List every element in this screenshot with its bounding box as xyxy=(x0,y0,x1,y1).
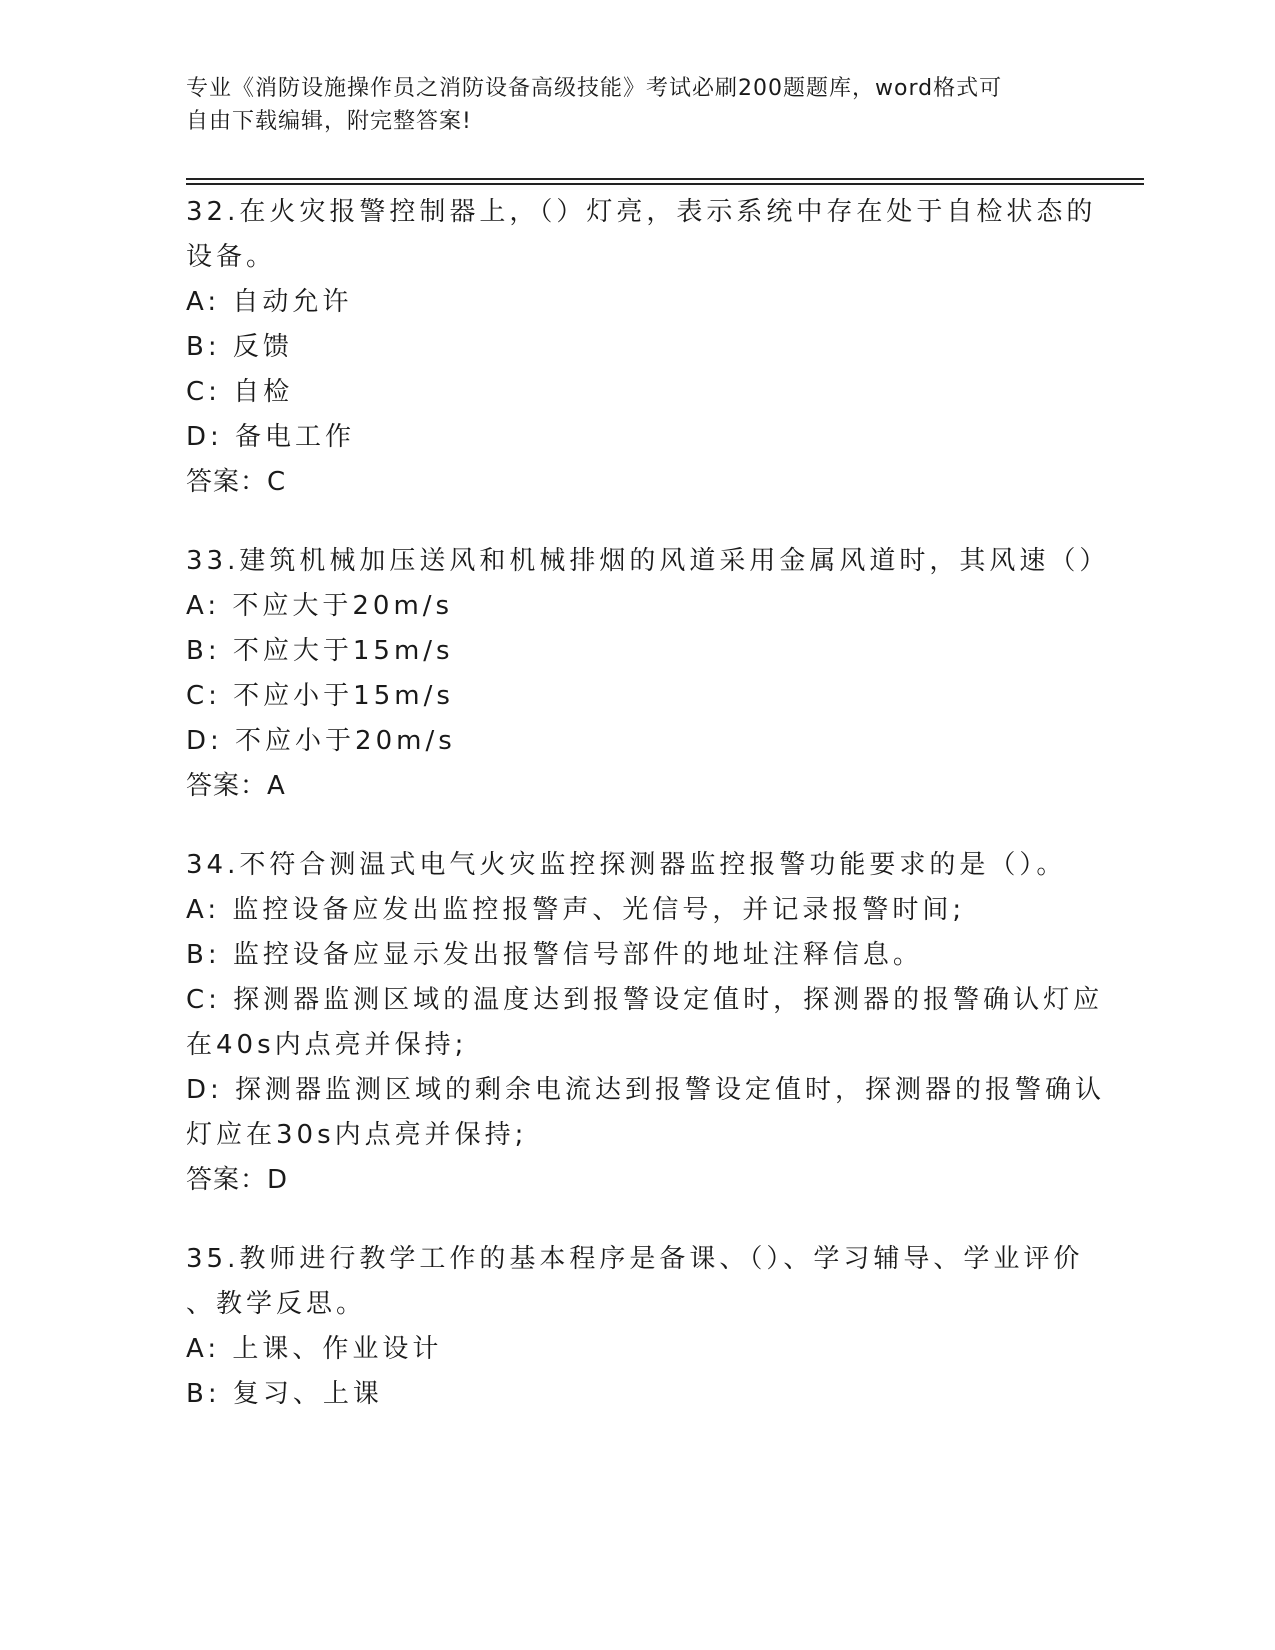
option-a: A: 上课、作业设计 xyxy=(186,1334,443,1364)
option-a: A: 自动允许 xyxy=(186,287,353,317)
option-c: C: 不应小于15m/s xyxy=(186,681,454,711)
question-stem: 34.不符合测温式电气火灾监控探测器监控报警功能要求的是（）。 xyxy=(186,850,1067,880)
option-d: D: 探测器监测区域的剩余电流达到报警设定值时，探测器的报警确认 xyxy=(186,1075,1106,1105)
option-d: D: 备电工作 xyxy=(186,422,356,452)
option-b: B: 反馈 xyxy=(186,332,293,362)
question-34 xyxy=(186,843,1106,1203)
question-32 xyxy=(186,190,1097,505)
header-line-1: 专业《消防设施操作员之消防设备高级技能》考试必刷200题题库，word格式可 xyxy=(186,76,1003,101)
document-header xyxy=(186,72,1066,138)
option-b: B: 复习、上课 xyxy=(186,1379,383,1409)
option-c: C: 探测器监测区域的温度达到报警设定值时，探测器的报警确认灯应 xyxy=(186,985,1104,1015)
option-c-continued: 在40s内点亮并保持; xyxy=(186,1030,468,1060)
question-33 xyxy=(186,539,1110,809)
answer: 答案：A xyxy=(186,771,286,801)
question-stem: 32.在火灾报警控制器上，（）灯亮，表示系统中存在处于自检状态的 xyxy=(186,197,1097,227)
header-divider-top xyxy=(186,178,1144,180)
question-35 xyxy=(186,1237,1086,1417)
option-b: B: 不应大于15m/s xyxy=(186,636,454,666)
question-stem: 设备。 xyxy=(186,242,277,272)
question-stem: 33.建筑机械加压送风和机械排烟的风道采用金属风道时，其风速（） xyxy=(186,546,1110,576)
header-divider-bottom xyxy=(186,183,1144,185)
header-line-2: 自由下载编辑，附完整答案! xyxy=(186,109,472,134)
answer: 答案：C xyxy=(186,467,287,497)
question-stem: 、教学反思。 xyxy=(186,1289,367,1319)
option-a: A: 不应大于20m/s xyxy=(186,591,454,621)
option-c: C: 自检 xyxy=(186,377,294,407)
option-b: B: 监控设备应显示发出报警信号部件的地址注释信息。 xyxy=(186,940,923,970)
option-d: D: 不应小于20m/s xyxy=(186,726,456,756)
question-stem: 35.教师进行教学工作的基本程序是备课、（）、学习辅导、学业评价 xyxy=(186,1244,1084,1274)
answer: 答案：D xyxy=(186,1165,289,1195)
option-a: A: 监控设备应发出监控报警声、光信号，并记录报警时间; xyxy=(186,895,966,925)
question-list xyxy=(186,190,1110,1451)
option-d-continued: 灯应在30s内点亮并保持; xyxy=(186,1120,528,1150)
